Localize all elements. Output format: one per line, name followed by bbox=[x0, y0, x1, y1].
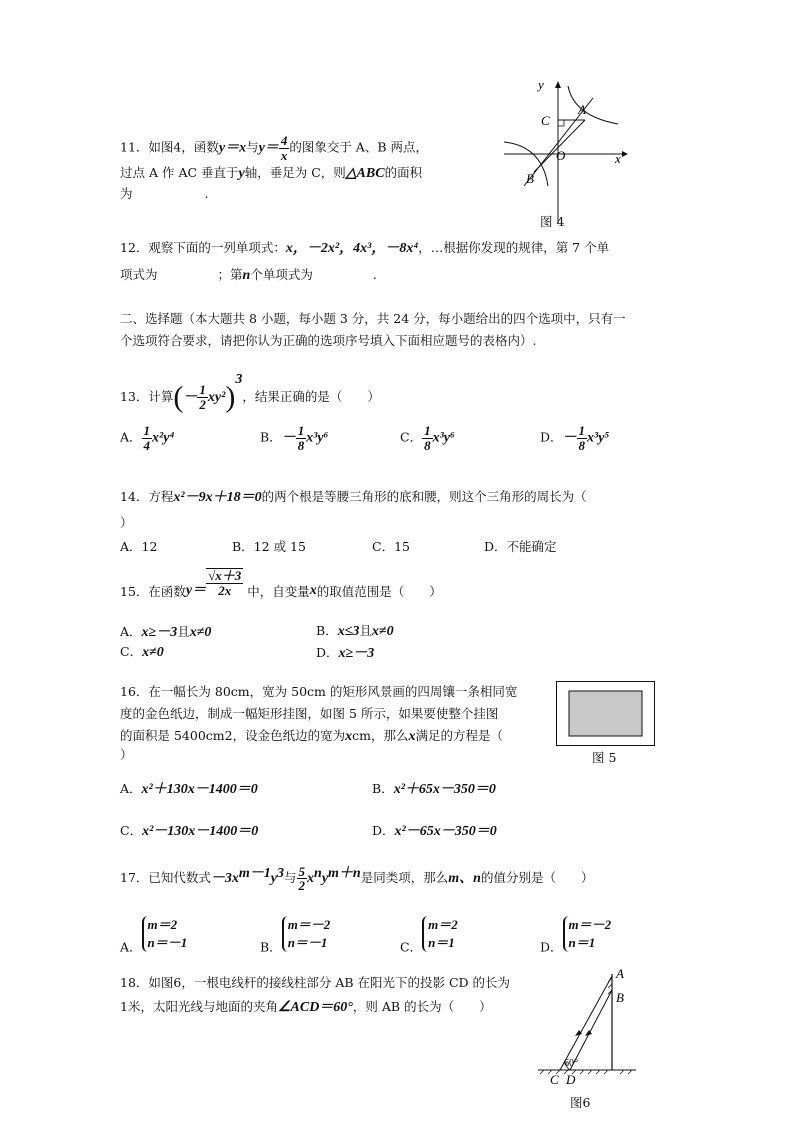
q12-line1: 12．观察下面的一列单项式：x，－2x²，4x³，－8x⁴，…根据你发现的规律，第 7 个单 bbox=[120, 240, 610, 256]
q13-stem: 13．计算(－ $\frac{1}{2}$ xy²)$^3$，结果正确的是（ ） bbox=[120, 372, 380, 414]
q15-option-b[interactable]: B．x≤3且x≠0 bbox=[316, 623, 394, 639]
q18-line1: 18．如图6，一根电线杆的接线柱部分 AB 在阳光下的投影 CD 的长为 bbox=[120, 975, 511, 990]
q15-option-c[interactable]: C．x≠0 bbox=[120, 644, 164, 660]
q16-line4: ） bbox=[120, 747, 133, 762]
section-2-line1: 二、选择题（本大题共 8 小题，每小题 3 分，共 24 分，每小题给出的四个选项中，只有一 bbox=[120, 311, 626, 326]
q11-line3: 为 . bbox=[120, 186, 209, 201]
q12-line2: 项式为 ；第n个单项式为 . bbox=[120, 267, 377, 283]
q17-option-a[interactable]: A．m＝2 n＝－1 bbox=[120, 917, 188, 955]
q11-fraction: $\frac{4}{x}$ bbox=[280, 133, 288, 163]
point-B-label: B bbox=[616, 990, 624, 1005]
figure-5-caption: 图 5 bbox=[592, 750, 617, 765]
q16-option-d[interactable]: D．x²－65x－350＝0 bbox=[372, 823, 497, 839]
q14-option-b[interactable]: B．12 或 15 bbox=[232, 539, 306, 554]
x-axis-label: x bbox=[615, 151, 621, 166]
q15-stem: 15．在函数y＝ $\frac{√x+3}{2x}$ 中，自变量x的取值范围是（ ） bbox=[120, 568, 442, 600]
q18-line2: 1米，太阳光线与地面的夹角∠ACD＝60°，则 AB 的长为（ ） bbox=[120, 999, 492, 1015]
q17-option-d[interactable]: D．m＝－2 n＝1 bbox=[540, 917, 612, 955]
q13-option-a[interactable]: A． $\frac{1}{4}$ x²y⁴ bbox=[120, 423, 175, 453]
q13-option-b[interactable]: B．－ $\frac{1}{8}$ x³y⁶ bbox=[260, 423, 329, 453]
q14-option-c[interactable]: C．15 bbox=[372, 539, 410, 554]
q15-option-d[interactable]: D．x≥－3 bbox=[316, 645, 375, 661]
figure-5 bbox=[556, 681, 656, 747]
q16-line1: 16．在一幅长为 80cm，宽为 50cm 的矩形风景画的四周镶一条相同宽 bbox=[120, 684, 518, 699]
q14-option-a[interactable]: A．12 bbox=[120, 539, 158, 554]
q17-stem: 17．已知代数式$-3x^{m-1}y^3$与 $\frac{5}{2}$ $x^ny^{m+n}$是同类项，那么m、n的值分别是（ ） bbox=[120, 863, 594, 894]
q13-option-d[interactable]: D．－ $\frac{1}{8}$ x³y⁵ bbox=[540, 423, 610, 453]
q17-option-c[interactable]: C．m＝2 n＝1 bbox=[400, 917, 458, 955]
figure-6 bbox=[530, 966, 640, 1086]
figure-4-caption: 图 4 bbox=[540, 214, 565, 229]
q15-option-a[interactable]: A．x≥－3且x≠0 bbox=[120, 624, 212, 640]
q16-line2: 度的金色纸边，制成一幅矩形挂图，如图 5 所示，如果要使整个挂图 bbox=[120, 706, 499, 721]
origin-label: O bbox=[556, 148, 566, 163]
q16-option-c[interactable]: C．x²－130x－1400＝0 bbox=[120, 823, 259, 839]
point-C-label: C bbox=[550, 1072, 559, 1086]
figure-6-caption: 图6 bbox=[570, 1095, 591, 1110]
q14-stem: 14．方程x²－9x＋18＝0的两个根是等腰三角形的底和腰，则这个三角形的周长为（ bbox=[120, 489, 587, 505]
point-C-label: C bbox=[541, 113, 550, 128]
section-2-line2: 个选项符合要求，请把你认为正确的选项序号填入下面相应题号的表格内）. bbox=[120, 333, 537, 348]
point-B-label: B bbox=[526, 171, 534, 186]
q14-stem-end: ） bbox=[120, 515, 133, 530]
q16-line3: 的面积是 5400cm2，设金色纸边的宽为xcm，那么x满足的方程是（ bbox=[120, 728, 503, 744]
q16-option-b[interactable]: B．x²＋65x－350＝0 bbox=[372, 781, 496, 797]
q14-option-d[interactable]: D．不能确定 bbox=[484, 539, 557, 554]
angle-label: 60° bbox=[564, 1058, 578, 1069]
q11-line1: 11．如图4，函数y＝x与y＝ $\frac{4}{x}$ 的图象交于 A、B 两点， bbox=[120, 133, 428, 163]
q17-option-b[interactable]: B．m＝－2 n＝－1 bbox=[260, 917, 331, 955]
point-D-label: D bbox=[566, 1072, 576, 1086]
point-A-label: A bbox=[616, 966, 624, 981]
figure-4 bbox=[498, 76, 633, 231]
q13-option-c[interactable]: C． $\frac{1}{8}$ x³y⁶ bbox=[400, 423, 455, 453]
q11-line2: 过点 A 作 AC 垂直于y轴，垂足为 C，则△ABC的面积 bbox=[120, 165, 423, 181]
point-A-label: A bbox=[578, 102, 586, 117]
y-axis-label: y bbox=[538, 77, 544, 92]
q16-option-a[interactable]: A．x²＋130x－1400＝0 bbox=[120, 781, 258, 797]
